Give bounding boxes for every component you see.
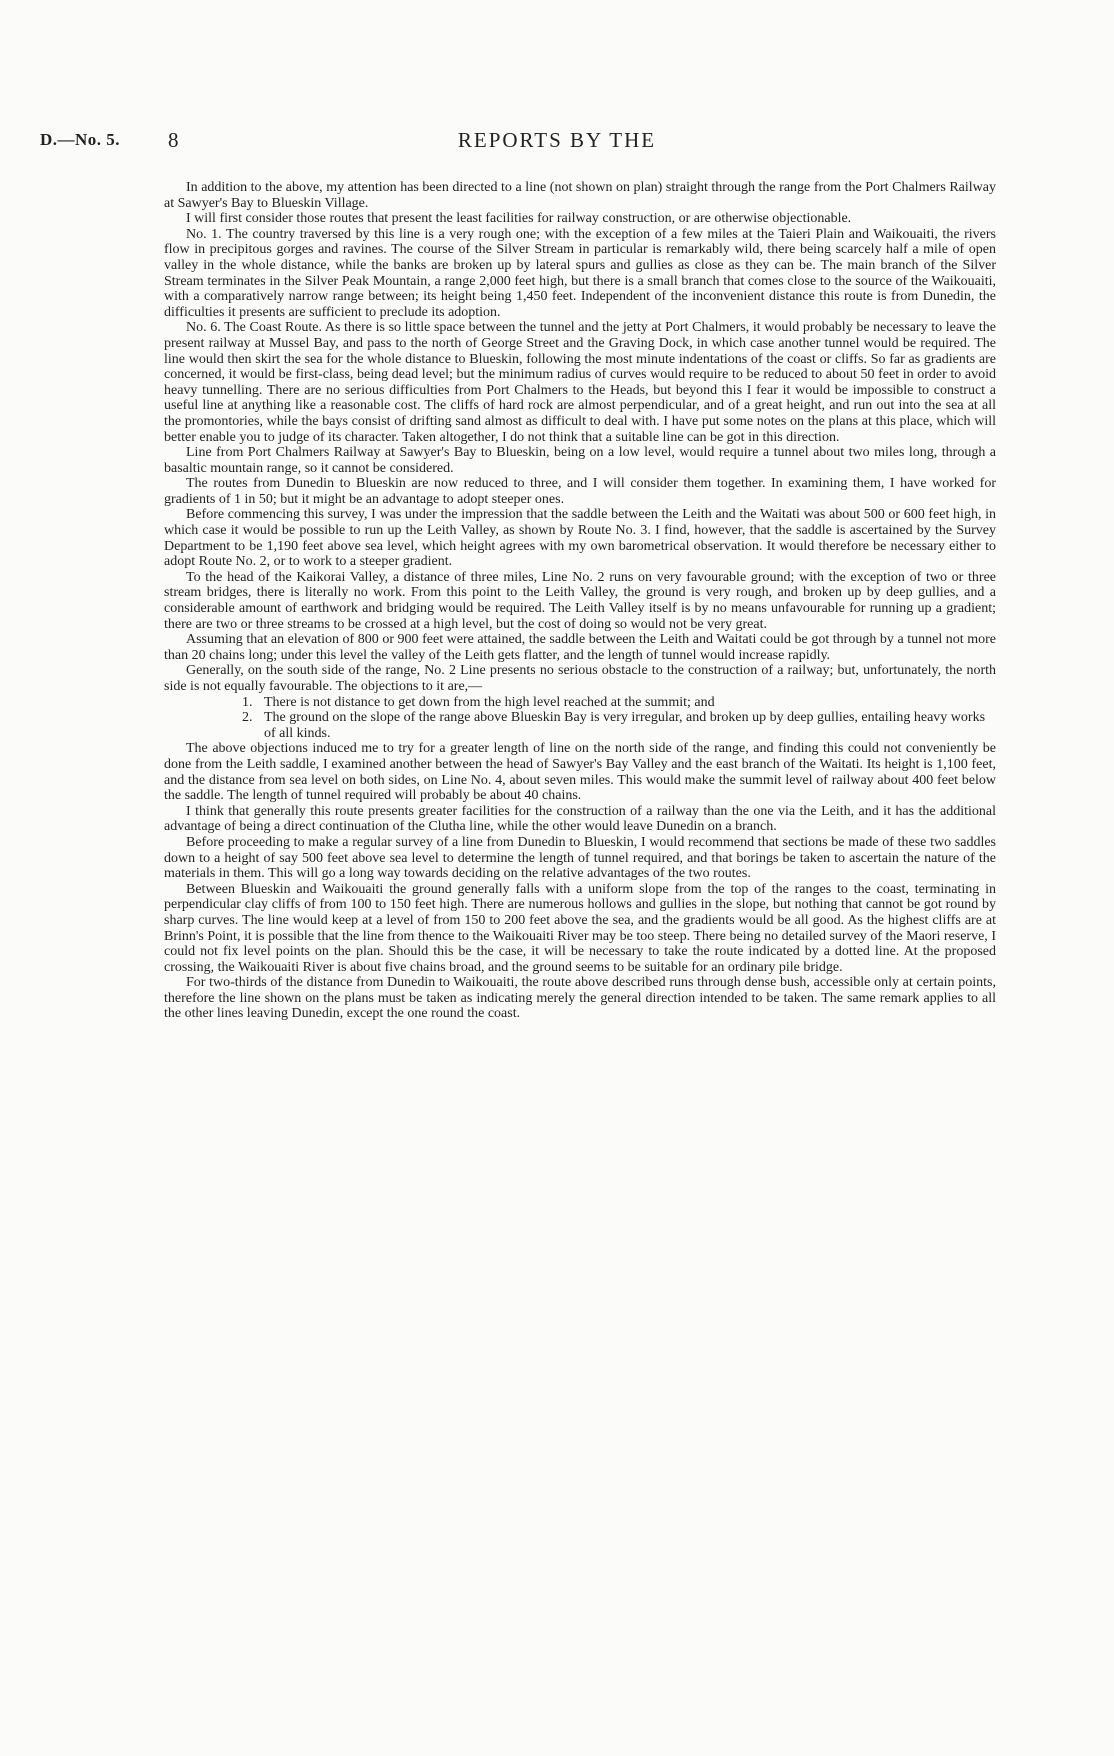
list-item: [242, 710, 996, 741]
paragraph: Assuming that an elevation of 800 or 900 feet were attained, the saddle between the Leith and Waitati could be got through by a tunnel not more than 20 chains long; under this level the valley of the Leith gets flatter, and the length of tunnel would increase rapidly.: [164, 632, 996, 663]
page-number: 8: [168, 128, 179, 152]
paragraph: No. 6. The Coast Route. As there is so little space between the tunnel and the jetty at Port Chalmers, it would probably be necessary to leave the present railway at Mussel Bay, and pass to the north of George Street and the Graving Dock, in which case another tunnel would be required. The line would then skirt the sea for the whole distance to Blueskin, following the most minute indentations of the coast or cliffs. So far as gradients are concerned, it would be first-class, being dead level; but the minimum radius of curves would require to be reduced to about 50 feet in order to avoid heavy tunnelling. There are no serious difficulties from Port Chalmers to the Heads, but beyond this I fear it would be impossible to construct a useful line at anything like a reasonable cost. The cliffs of hard rock are almost perpendicular, and of a great height, and run out into the sea at all the promontories, while the bays consist of drifting sand almost as difficult to deal with. I have put some notes on the plans at this place, which will better enable you to judge of its character. Taken altogether, I do not think that a suitable line can be got in this direction.: [164, 320, 996, 445]
paragraph: To the head of the Kaikorai Valley, a distance of three miles, Line No. 2 runs on very favourable ground; with the exception of two or three stream bridges, there is literally no work. From this point to the Leith Valley, the ground is very rough, and broken up by deep gullies, and a considerable amount of earthwork and bridging would be required. The Leith Valley itself is by no means unfavourable for running up a gradient; there are two or three streams to be crossed at a high level, but the cost of doing so would not be very great.: [164, 569, 996, 632]
list-item-number: 2.: [242, 710, 253, 726]
list-item-text: There is not distance to get down from the high level reached at the summit; and: [264, 694, 715, 710]
document-reference: D.—No. 5.: [40, 130, 121, 149]
running-head: REPORTS BY THE: [457, 128, 657, 152]
paragraph: Before commencing this survey, I was under the impression that the saddle between the Leith and the Waitati was about 500 or 600 feet high, in which case it would be possible to run up the Leith Valley, as shown by Route No. 3. I find, however, that the saddle is ascertained by the Survey Department to be 1,190 feet above sea level, which height agrees with my own barometrical observation. It would therefore be necessary either to adopt Route No. 2, or to work to a steeper gradient.: [164, 507, 996, 570]
paragraph: The above objections induced me to try for a greater length of line on the north side of the range, and finding this could not conveniently be done from the Leith saddle, I examined another between the head of Sawyer's Bay Valley and the east branch of the Waitati. Its height is 1,100 feet, and the distance from sea level on both sides, on Line No. 4, about seven miles. This would make the summit level of railway about 400 feet below the saddle. The length of tunnel required will probably be about 40 chains.: [164, 741, 996, 804]
list-item: [242, 695, 996, 711]
objections-list: [164, 695, 996, 742]
paragraph: For two-thirds of the distance from Dunedin to Waikouaiti, the route above described runs through dense bush, accessible only at certain points, therefore the line shown on the plans must be taken as indicating merely the general direction intended to be taken. The same remark applies to all the other lines leaving Dunedin, except the one round the coast.: [164, 975, 996, 1022]
paragraph: I think that generally this route presents greater facilities for the construction of a railway than the one via the Leith, and it has the additional advantage of being a direct continuation of the Clutha line, while the other would leave Dunedin on a branch.: [164, 803, 996, 835]
paragraph: Generally, on the south side of the range, No. 2 Line presents no serious obstacle to the construction of a railway; but, unfortunately, the north side is not equally favourable. The objections to it are,—: [164, 663, 996, 694]
report-body: [164, 180, 996, 1022]
paragraph: I will first consider those routes that present the least facilities for railway construction, or are otherwise objectionable.: [186, 211, 852, 227]
page-header: [40, 130, 1074, 156]
paragraph: Between Blueskin and Waikouaiti the ground generally falls with a uniform slope from the top of the ranges to the coast, terminating in perpendicular clay cliffs of from 100 to 150 feet high. There are numerous hollows and gullies in the slope, but nothing that cannot be got round by sharp curves. The line would keep at a level of from 150 to 200 feet above the sea, and the gradients would be all good. As the highest cliffs are at Brinn's Point, it is possible that the line from thence to the Waikouaiti River may be too steep. There being no detailed survey of the Maori reserve, I could not fix level points on the plan. Should this be the case, it will be necessary to take the route indicated by a dotted line. At the proposed crossing, the Waikouaiti River is about five chains broad, and the ground seems to be suitable for an ordinary pile bridge.: [164, 881, 996, 975]
paragraph: The routes from Dunedin to Blueskin are now reduced to three, and I will consider them together. In examining them, I have worked for gradients of 1 in 50; but it might be an advantage to adopt steeper ones.: [164, 476, 996, 507]
paragraph: No. 1. The country traversed by this line is a very rough one; with the exception of a few miles at the Taieri Plain and Waikouaiti, the rivers flow in precipitous gorges and ravines. The course of the Silver Stream in particular is remarkably wild, there being scarcely half a mile of open valley in the whole distance, while the banks are broken up by lateral spurs and gullies as close as they can be. The main branch of the Silver Stream terminates in the Silver Peak Mountain, a range 2,000 feet high, but there is a small branch that comes close to the source of the Waikouaiti, with a comparatively narrow range between; its height being 1,450 feet. Independent of the inconvenient distance this route is from Dunedin, the difficulties it presents are sufficient to preclude its adoption.: [164, 226, 996, 320]
list-item-text: The ground on the slope of the range above Blueskin Bay is very irregular, and broken up by deep gullies, entailing heavy works of all kinds.: [264, 710, 986, 741]
paragraph: Line from Port Chalmers Railway at Sawyer's Bay to Blueskin, being on a low level, would require a tunnel about two miles long, through a basaltic mountain range, so it cannot be considered.: [164, 445, 996, 476]
paragraph: In addition to the above, my attention has been directed to a line (not shown on plan) straight through the range from the Port Chalmers Railway at Sawyer's Bay to Blueskin Village.: [164, 180, 996, 211]
paragraph: Before proceeding to make a regular survey of a line from Dunedin to Blueskin, I would recommend that sections be made of these two saddles down to a height of say 500 feet above sea level to determine the length of tunnel required, and that borings be taken to ascertain the nature of the materials in them. This will go a long way towards deciding on the relative advantages of the two routes.: [164, 834, 996, 882]
list-item-number: 1.: [242, 694, 253, 710]
